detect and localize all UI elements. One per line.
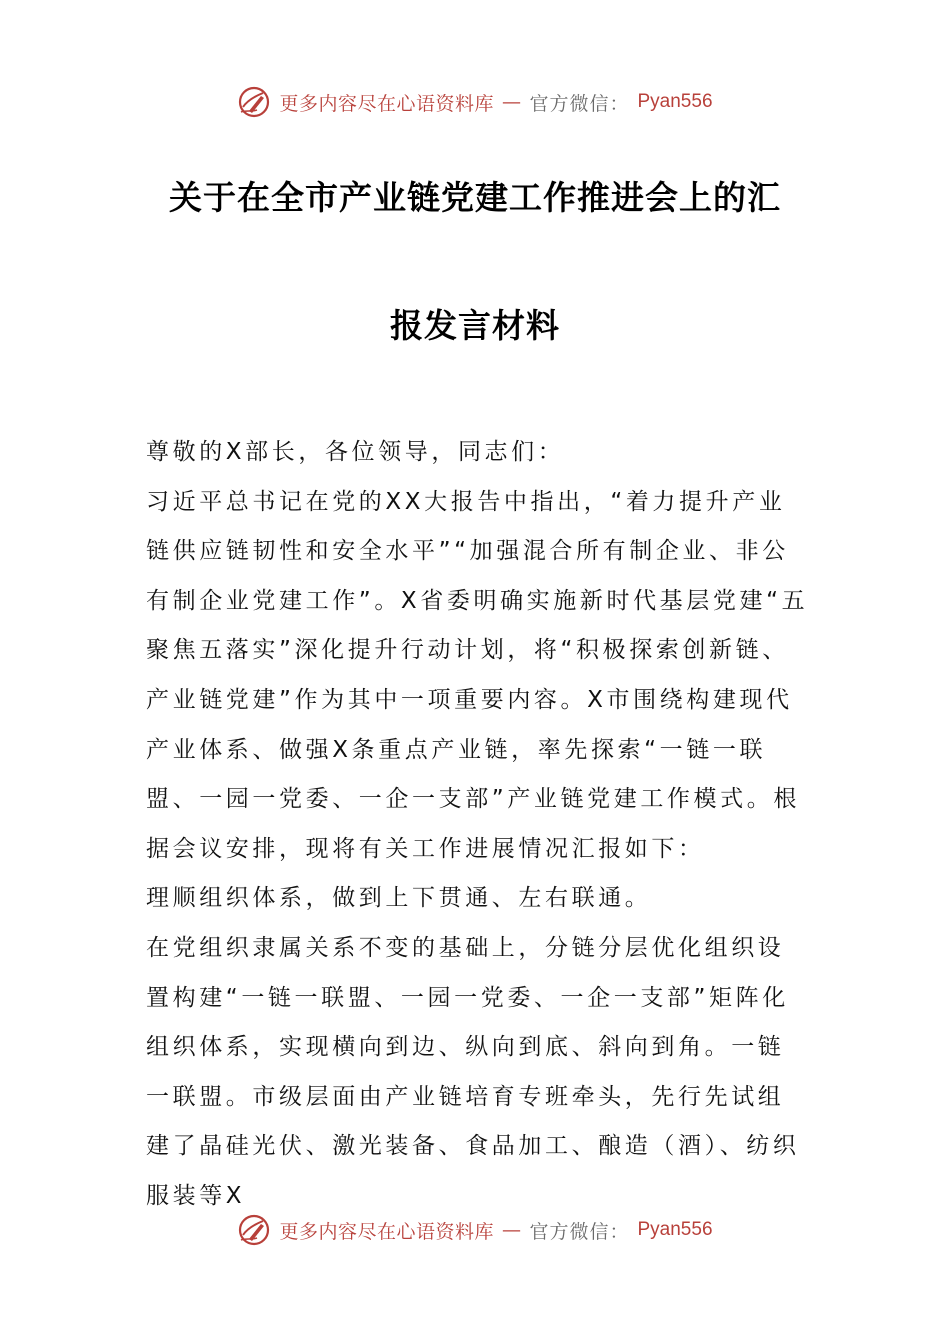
banner-wechat-label: 官方微信： xyxy=(529,1220,630,1243)
pen-logo-icon xyxy=(237,1213,271,1247)
banner-wechat-label: 官方微信： xyxy=(529,92,630,115)
document-title-line-2: 报发言材料 xyxy=(390,306,560,345)
document-title-line-1: 关于在全市产业链党建工作推进会上的汇 xyxy=(169,178,781,217)
banner-text: 更多内容尽在心语资料库 xyxy=(279,1220,494,1243)
banner-wechat-id: Pyan556 xyxy=(637,91,713,112)
pen-logo-icon xyxy=(237,85,271,119)
section-heading-1: 理顺组织体系，做到上下贯通、左右联通。 xyxy=(146,885,652,912)
banner-dash: — xyxy=(501,1219,522,1241)
document-body xyxy=(146,428,810,1222)
banner-dash: — xyxy=(501,91,522,113)
paragraph-1: 习近平总书记在党的XX大报告中指出，“着力提升产业链供应链韧性和安全水平”“加强混合所有制企业、非公有制企业党建工作”。X省委明确实施新时代基层党建“五聚焦五落实”深化提升行动计划，将“积极探索创新链、产业链党建”作为其中一项重要内容。X市围绕构建现代产业体系、做强X条重点产业链，率先探索“一链一联盟、一园一党委、一企一支部”产业链党建工作模式。根据会议安排，现将有关工作进展情况汇报如下： xyxy=(146,488,809,862)
greeting: 尊敬的X部长，各位领导，同志们： xyxy=(146,439,565,465)
banner-text: 更多内容尽在心语资料库 xyxy=(279,92,494,115)
header-banner xyxy=(0,82,950,122)
paragraph-2: 在党组织隶属关系不变的基础上，分链分层优化组织设置构建“一链一联盟、一园一党委、一企一支部”矩阵化组织体系，实现横向到边、纵向到底、斜向到角。一链一联盟。市级层面由产业链培育专班牵头，先行先试组建了晶硅光伏、激光装备、食品加工、酿造（酒）、纺织服装等X xyxy=(146,934,800,1209)
footer-banner xyxy=(0,1210,950,1250)
banner-wechat-id: Pyan556 xyxy=(637,1219,713,1240)
